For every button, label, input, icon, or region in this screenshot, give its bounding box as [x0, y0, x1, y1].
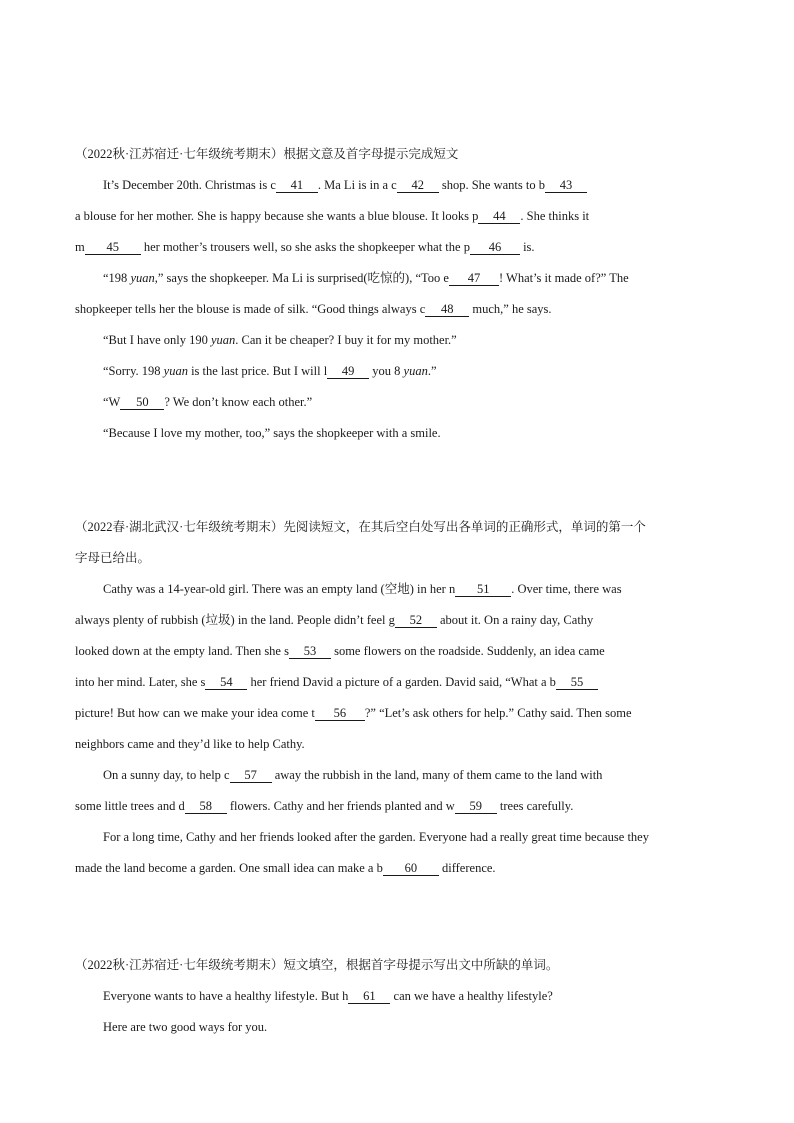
blank-41[interactable]: 41: [276, 178, 318, 193]
passage-1-line-6: “But I have only 190 yuan. Can it be cheaper? I buy it for my mother.”: [103, 333, 457, 347]
blank-52[interactable]: 52: [395, 613, 437, 628]
passage-2-line-7: On a sunny day, to help c 57 away the rubbish in the land, many of them came to the land with: [103, 768, 603, 782]
passage-2-line-9: For a long time, Cathy and her friends looked after the garden. Everyone had a really great time because they: [103, 830, 649, 844]
blank-53[interactable]: 53: [289, 644, 331, 659]
passage-2-line-3: looked down at the empty land. Then she s 53 some flowers on the roadside. Suddenly, an idea came: [75, 644, 605, 658]
passage-3-line-2: Here are two good ways for you.: [103, 1020, 268, 1034]
passage-1-line-3: m 45 her mother’s trousers well, so she asks the shopkeeper what the p 46 is.: [75, 240, 535, 254]
blank-51[interactable]: 51: [455, 582, 511, 597]
passage-2-line-8: some little trees and d 58 flowers. Cathy and her friends planted and w 59 trees carefully.: [75, 799, 574, 813]
blank-47[interactable]: 47: [449, 271, 499, 286]
passage-2-line-2: always plenty of rubbish (垃圾) in the land. People didn’t feel g 52 about it. On a rainy day, Cathy: [75, 613, 594, 627]
passage-2-line-1: Cathy was a 14-year-old girl. There was an empty land (空地) in her n 51 . Over time, there was: [103, 582, 622, 596]
passage-1-line-4: “198 yuan,” says the shopkeeper. Ma Li is surprised(吃惊的), “Too e 47 ! What’s it made of?” The: [103, 271, 629, 285]
blank-43[interactable]: 43: [545, 178, 587, 193]
passage-2-header-2: 字母已给出。: [75, 551, 151, 565]
passage-2-line-6: neighbors came and they’d like to help Cathy.: [75, 737, 305, 751]
passage-1: [75, 139, 720, 449]
passage-3: [75, 950, 720, 1043]
passage-2-header-1: （2022春·湖北武汉·七年级统考期末）先阅读短文，在其后空白处写出各单词的正确形式，单词的第一个: [75, 520, 646, 534]
passage-3-header: （2022秋·江苏宿迁·七年级统考期末）短文填空，根据首字母提示写出文中所缺的单词。: [75, 958, 559, 972]
passage-2-line-4: into her mind. Later, she s 54 her friend David a picture of a garden. David said, “What a b 55: [75, 667, 720, 698]
blank-49[interactable]: 49: [327, 364, 369, 379]
blank-44[interactable]: 44: [478, 209, 520, 224]
blank-58[interactable]: 58: [185, 799, 227, 814]
blank-46[interactable]: 46: [470, 240, 520, 255]
passage-1-line-1: It’s December 20th. Christmas is c 41 . Ma Li is in a c 42 shop. She wants to b 43: [75, 170, 720, 201]
blank-54[interactable]: 54: [205, 675, 247, 690]
blank-56[interactable]: 56: [315, 706, 365, 721]
passage-1-line-2: a blouse for her mother. She is happy because she wants a blue blouse. It looks p 44 . She thinks it: [75, 209, 590, 223]
blank-57[interactable]: 57: [230, 768, 272, 783]
passage-1-header: （2022秋·江苏宿迁·七年级统考期末）根据文意及首字母提示完成短文: [75, 147, 459, 161]
passage-3-line-1: Everyone wants to have a healthy lifestyle. But h 61 can we have a healthy lifestyle?: [103, 989, 553, 1003]
blank-59[interactable]: 59: [455, 799, 497, 814]
passage-2-line-10: made the land become a garden. One small idea can make a b 60 difference.: [75, 861, 496, 875]
passage-1-line-9: “Because I love my mother, too,” says the shopkeeper with a smile.: [103, 426, 441, 440]
blank-48[interactable]: 48: [425, 302, 469, 317]
passage-1-line-8: “W 50 ? We don’t know each other.”: [103, 395, 313, 409]
blank-60[interactable]: 60: [383, 861, 439, 876]
blank-55[interactable]: 55: [556, 675, 598, 690]
passage-2-line-5: picture! But how can we make your idea come t 56 ?” “Let’s ask others for help.” Cathy said. Then some: [75, 706, 632, 720]
blank-50[interactable]: 50: [120, 395, 164, 410]
blank-45[interactable]: 45: [85, 240, 141, 255]
blank-42[interactable]: 42: [397, 178, 439, 193]
passage-1-line-7: “Sorry. 198 yuan is the last price. But I will l 49 you 8 yuan.”: [103, 364, 437, 378]
passage-1-line-5: shopkeeper tells her the blouse is made of silk. “Good things always c 48 much,” he says.: [75, 302, 552, 316]
blank-61[interactable]: 61: [348, 989, 390, 1004]
passage-2: [75, 512, 720, 884]
